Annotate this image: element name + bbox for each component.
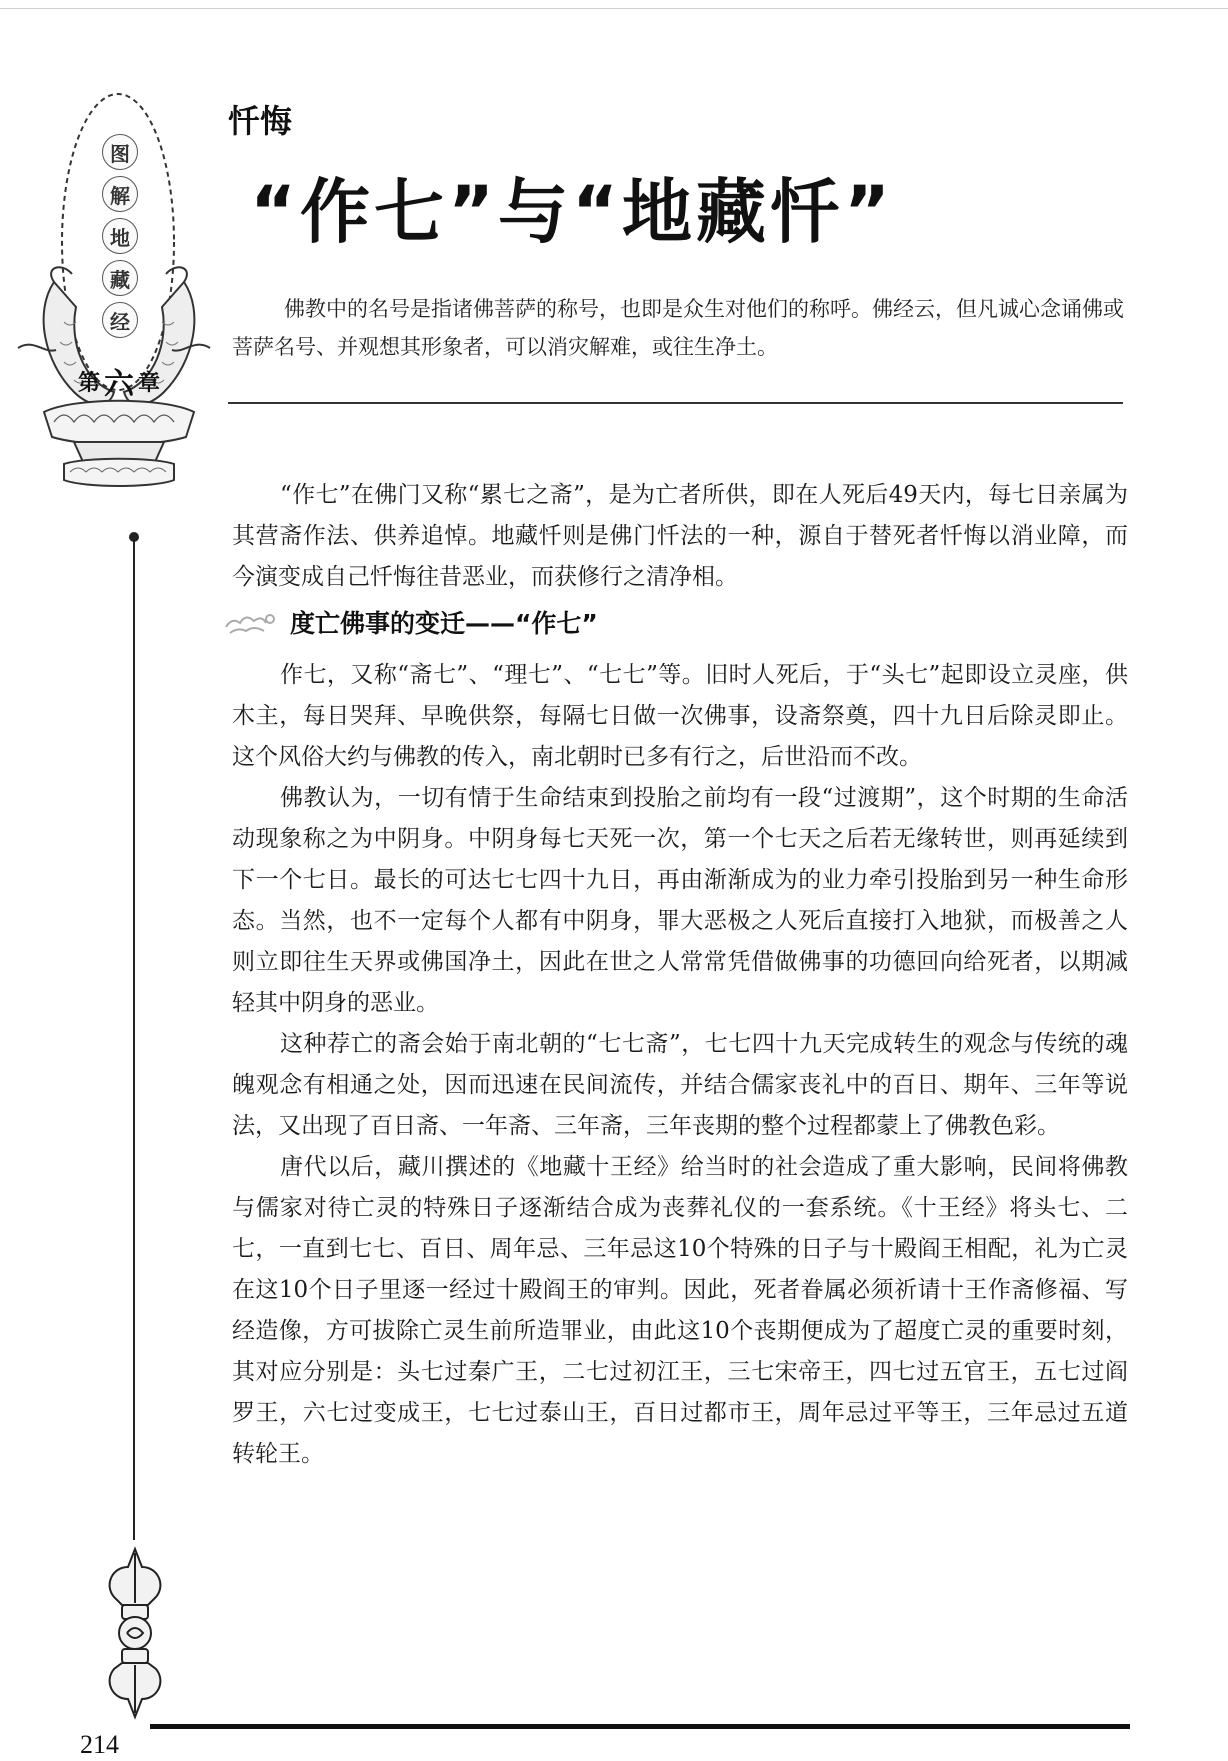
- vajra-icon: [92, 1545, 178, 1721]
- margin-vertical-line: [133, 540, 135, 1540]
- series-char: 地: [102, 218, 138, 254]
- series-char: 解: [102, 176, 138, 212]
- series-title: [100, 134, 140, 338]
- page-title: “作七”与“地藏忏”: [250, 171, 895, 253]
- series-char: 经: [102, 302, 138, 338]
- top-edge-rule: [0, 8, 1228, 9]
- body-paragraph: 作七，又称“斋七”、“理七”、“七七”等。旧时人死后，于“头七”起即设立灵座，供木主，每日哭拜、早晚供祭，每隔七日做一次佛事，设斋祭奠，四十九日后除灵即止。这个风俗大约与佛教的传入，南北朝时已多有行之，后世沿而不改。: [232, 662, 1128, 770]
- section-label: 忏悔: [228, 102, 293, 140]
- body-paragraph: 佛教认为，一切有情于生命结束到投胎之前均有一段“过渡期”，这个时期的生命活动现象称之为中阴身。中阴身每七天死一次，第一个七天之后若无缘转世，则再延续到下一个七日。最长的可达七七四十九日，再由渐渐成为的业力牵引投胎到另一种生命形态。当然，也不一定每个人都有中阴身，罪大恶极之人死后直接打入地狱，而极善之人则立即往生天界或佛国净土，因此在世之人常常凭借做佛事的功德回向给死者，以期减轻其中阴身的恶业。: [232, 785, 1128, 1016]
- series-char: 图: [102, 134, 138, 170]
- intro-text: 佛教中的名号是指诸佛菩萨的称号，也即是众生对他们的称呼。佛经云，但凡诚心念诵佛或菩萨名号、并观想其形象者，可以消灾解难，或往生净土。: [232, 297, 1124, 359]
- body-text: [232, 655, 1128, 1475]
- chapter-prefix: 第: [77, 370, 100, 396]
- subheading: [222, 602, 598, 642]
- chapter-emblem: [14, 92, 214, 532]
- chapter-number: 六: [104, 367, 134, 402]
- subheading-text: 度亡佛事的变迁——“作七”: [290, 609, 598, 638]
- body-paragraph: 这种荐亡的斋会始于南北朝的“七七斋”，七七四十九天完成转生的观念与传统的魂魄观念有相通之处，因而迅速在民间流传，并结合儒家丧礼中的百日、期年、三年等说法，又出现了百日斋、一年斋、三年斋，三年丧期的整个过程都蒙上了佛教色彩。: [232, 1031, 1128, 1139]
- lead-paragraph: “作七”在佛门又称“累七之斋”，是为亡者所供，即在人死后49天内，每七日亲属为其营斋作法、供养追悼。地藏忏则是佛门忏法的一种，源自于替死者忏悔以消业障，而今演变成自己忏悔往昔恶业，而获修行之清净相。: [232, 482, 1128, 590]
- footer-rule: [150, 1724, 1130, 1729]
- series-char: 藏: [102, 260, 138, 296]
- body-paragraph: 唐代以后，藏川撰述的《地藏十王经》给当时的社会造成了重大影响，民间将佛教与儒家对待亡灵的特殊日子逐渐结合成为丧葬礼仪的一套系统。《十王经》将头七、二七，一直到七七、百日、周年忌、三年忌这10个特殊的日子与十殿阎王相配，礼为亡灵在这10个日子里逐一经过十殿阎王的审判。因此，死者眷属必须祈请十王作斋修福、写经造像，方可拔除亡灵生前所造罪业，由此这10个丧期便成为了超度亡灵的重要时刻，其对应分别是：头七过秦广王，二七过初江王，三七宋帝王，四七过五官王，五七过阎罗王，六七过变成王，七七过泰山王，百日过都市王，周年忌过平等王，三年忌过五道转轮王。: [232, 1154, 1128, 1467]
- intro-divider: [228, 402, 1123, 404]
- chapter-badge: [60, 350, 178, 412]
- page-number: 214: [80, 1730, 119, 1759]
- cloud-ornament-icon: [222, 607, 280, 637]
- chapter-suffix: 章: [138, 370, 161, 396]
